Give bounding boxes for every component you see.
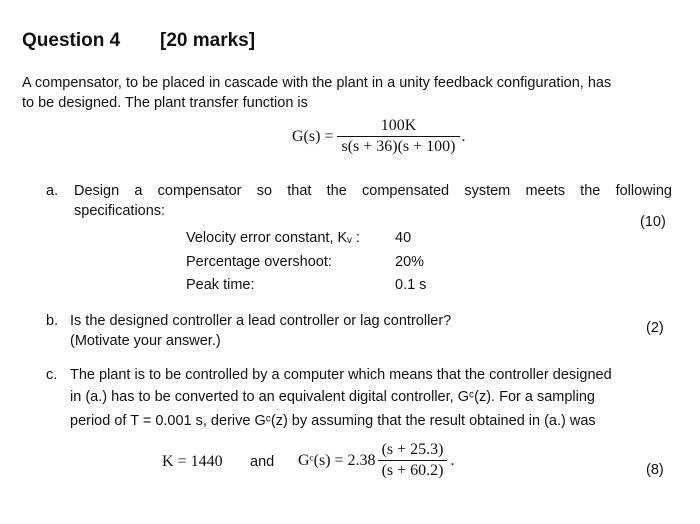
controller-period: . bbox=[450, 451, 455, 469]
plant-period: . bbox=[461, 127, 466, 145]
part-c-marks: (8) bbox=[646, 462, 664, 478]
part-b-line-2: (Motivate your answer.) bbox=[70, 333, 221, 349]
plant-transfer-function bbox=[292, 117, 466, 156]
question-marks: [20 marks] bbox=[160, 30, 256, 51]
gain-equation: K = 1440 bbox=[162, 453, 223, 470]
controller-transfer-function bbox=[298, 441, 454, 480]
part-b-line-1: Is the designed controller a lead controller or lag controller? bbox=[70, 313, 452, 329]
plant-lhs: G(s) = bbox=[292, 127, 334, 145]
spec-value-peak-time: 0.1 s bbox=[395, 277, 427, 293]
intro-line-1: A compensator, to be placed in cascade with the plant in a unity feedback configuration, has bbox=[22, 75, 612, 91]
part-c-line-1: The plant is to be controlled by a computer which means that the controller designed bbox=[70, 367, 612, 383]
question-title: Question 4 bbox=[22, 30, 121, 51]
controller-denominator: (s + 60.2) bbox=[378, 460, 448, 480]
part-a-letter: a. bbox=[46, 183, 59, 199]
part-a-line-2: specifications: bbox=[74, 203, 166, 219]
part-a-marks: (10) bbox=[640, 214, 666, 230]
spec-value-overshoot: 20% bbox=[395, 254, 425, 270]
part-c-line-2: in (a.) has to be converted to an equivalent digital controller, Gᶜ(z). For a sampling bbox=[70, 389, 595, 405]
part-c-line-3: period of T = 0.001 s, derive Gᶜ(z) by assuming that the result obtained in (a.) was bbox=[70, 413, 596, 429]
part-b-letter: b. bbox=[46, 313, 59, 329]
spec-label-velocity: Velocity error constant, Kᵥ : bbox=[186, 230, 360, 246]
controller-lhs: Gᶜ(s) = 2.38 bbox=[298, 451, 376, 469]
and-word: and bbox=[250, 454, 275, 470]
spec-label-overshoot: Percentage overshoot: bbox=[186, 254, 332, 270]
part-a-line-1: Design a compensator so that the compensated system meets the following bbox=[74, 183, 672, 199]
controller-numerator: (s + 25.3) bbox=[381, 441, 444, 458]
intro-line-2: to be designed. The plant transfer function is bbox=[22, 95, 308, 111]
plant-numerator: 100K bbox=[380, 117, 417, 134]
plant-fraction bbox=[337, 117, 459, 156]
part-c-letter: c. bbox=[46, 367, 58, 383]
plant-denominator: s(s + 36)(s + 100) bbox=[337, 136, 459, 156]
controller-fraction bbox=[378, 441, 448, 480]
spec-label-peak-time: Peak time: bbox=[186, 277, 255, 293]
spec-value-velocity: 40 bbox=[395, 230, 412, 246]
part-b-marks: (2) bbox=[646, 320, 664, 336]
